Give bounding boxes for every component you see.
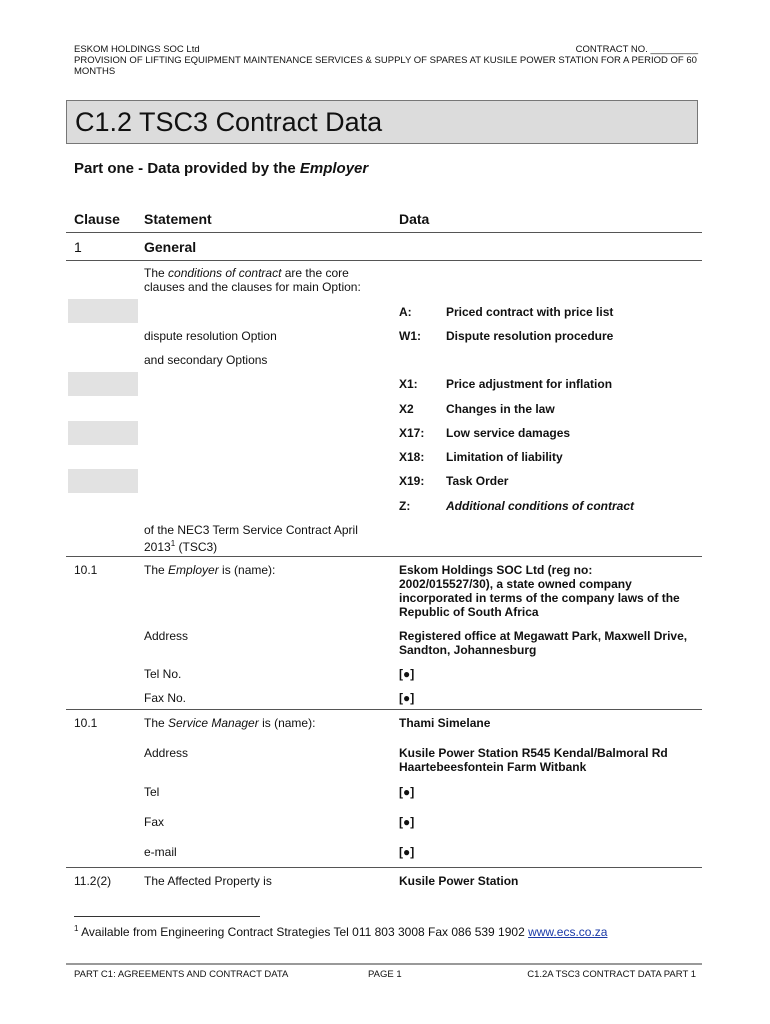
section-title: General — [144, 239, 197, 255]
option-desc: Changes in the law — [446, 402, 555, 416]
sm-email-label: e-mail — [144, 845, 177, 859]
doc-title-box — [66, 100, 698, 144]
footer-rule — [66, 963, 702, 965]
employer-tel-label: Tel No. — [144, 667, 182, 681]
employer-address: Registered office at Megawatt Park, Maxwell Drive, Sandton, Johannesburg — [399, 629, 688, 657]
col-data: Data — [399, 211, 430, 227]
sm-clause: 10.1 — [74, 716, 98, 730]
shade-block — [68, 421, 138, 445]
sm-fax-label: Fax — [144, 815, 165, 829]
nec-post: (TSC3) — [175, 540, 218, 554]
option-code: W1: — [399, 329, 421, 343]
employer-fax-label: Fax No. — [144, 691, 187, 705]
option-desc: Dispute resolution procedure — [446, 329, 614, 343]
employer-label — [144, 563, 275, 577]
option-desc: Task Order — [446, 474, 509, 488]
option-desc: Price adjustment for inflation — [446, 377, 613, 391]
sm-email: [●] — [399, 845, 415, 859]
sm-post: is (name): — [258, 716, 316, 730]
option-desc: Additional conditions of contract — [446, 499, 634, 513]
cond-pre: The — [144, 266, 169, 280]
dispute-label: dispute resolution Option — [144, 329, 277, 343]
option-code: X2 — [399, 402, 414, 416]
employer-name: Eskom Holdings SOC Ltd (reg no: 2002/015527/30), a state owned company incorporated in terms of the company laws of the Republic of South Africa — [399, 563, 680, 619]
rule-header — [66, 232, 702, 233]
secondary-label: and secondary Options — [144, 353, 268, 367]
footnote — [74, 924, 607, 939]
sm-label — [144, 716, 315, 730]
sm-emph: Service Manager — [168, 716, 259, 730]
cond-emph: conditions of contract — [168, 266, 282, 280]
employer-clause: 10.1 — [74, 563, 98, 577]
emp-pre: The — [144, 563, 169, 577]
col-statement: Statement — [144, 211, 212, 227]
header-company: ESKOM HOLDINGS SOC Ltd — [74, 44, 200, 55]
nec-text — [144, 523, 384, 554]
sm-name: Thami Simelane — [399, 716, 491, 730]
employer-address-label: Address — [144, 629, 189, 643]
footnote-num: 1 — [74, 924, 79, 933]
option-code: X1: — [399, 377, 418, 391]
footnote-link[interactable]: www.ecs.co.za — [528, 925, 608, 939]
part-prefix: Part one - Data provided by the — [74, 160, 300, 177]
sm-address: Kusile Power Station R545 Kendal/Balmoral Rd Haartebeesfontein Farm Witbank — [399, 746, 668, 774]
rule-options — [66, 556, 702, 557]
cond-post: are the core clauses and the clauses for main Option: — [144, 266, 361, 294]
section-clause: 1 — [74, 239, 82, 255]
part-emph: Employer — [299, 160, 369, 177]
header-title: PROVISION OF LIFTING EQUIPMENT MAINTENANCE SERVICES & SUPPLY OF SPARES AT KUSILE POWER STATION FOR A PERIOD OF 60 MONTHS — [74, 55, 697, 77]
shade-block — [68, 469, 138, 493]
nec-footnote-ref: 1 — [170, 539, 176, 548]
sm-tel: [●] — [399, 785, 415, 799]
col-clause: Clause — [74, 211, 120, 227]
option-code: X18: — [399, 450, 425, 464]
option-desc: Low service damages — [446, 426, 571, 440]
option-code: Z: — [399, 499, 411, 513]
doc-title: C1.2 TSC3 Contract Data — [75, 107, 383, 137]
emp-post: is (name): — [218, 563, 276, 577]
rule-employer — [66, 709, 702, 710]
emp-emph: Employer — [168, 563, 219, 577]
option-code: A: — [399, 305, 412, 319]
footer-right: C1.2A TSC3 CONTRACT DATA PART 1 — [527, 969, 696, 980]
footnote-text: Available from Engineering Contract Strategies Tel 011 803 3008 Fax 086 539 1902 — [78, 925, 529, 939]
employer-tel: [●] — [399, 667, 415, 681]
affected-value: Kusile Power Station — [399, 874, 519, 888]
sm-address-label: Address — [144, 746, 189, 760]
employer-fax: [●] — [399, 691, 415, 705]
footer-left: PART C1: AGREEMENTS AND CONTRACT DATA — [74, 969, 289, 980]
footer-page: PAGE 1 — [368, 969, 402, 980]
shade-block — [68, 299, 138, 323]
sm-fax: [●] — [399, 815, 415, 829]
conditions-text — [144, 266, 384, 294]
sm-pre: The — [144, 716, 169, 730]
footnote-rule — [74, 916, 260, 917]
rule-section — [66, 260, 702, 261]
header-contract-no: CONTRACT NO. _________ — [575, 44, 698, 55]
rule-sm — [66, 867, 702, 868]
sm-tel-label: Tel — [144, 785, 160, 799]
option-desc: Limitation of liability — [446, 450, 563, 464]
part-heading — [74, 160, 368, 177]
affected-label: The Affected Property is — [144, 874, 272, 888]
nec-main: of the NEC3 Term Service Contract April 2013 — [144, 523, 358, 554]
option-code: X19: — [399, 474, 425, 488]
shade-block — [68, 372, 138, 396]
option-code: X17: — [399, 426, 425, 440]
option-desc: Priced contract with price list — [446, 305, 614, 319]
affected-clause: 11.2(2) — [74, 874, 112, 888]
